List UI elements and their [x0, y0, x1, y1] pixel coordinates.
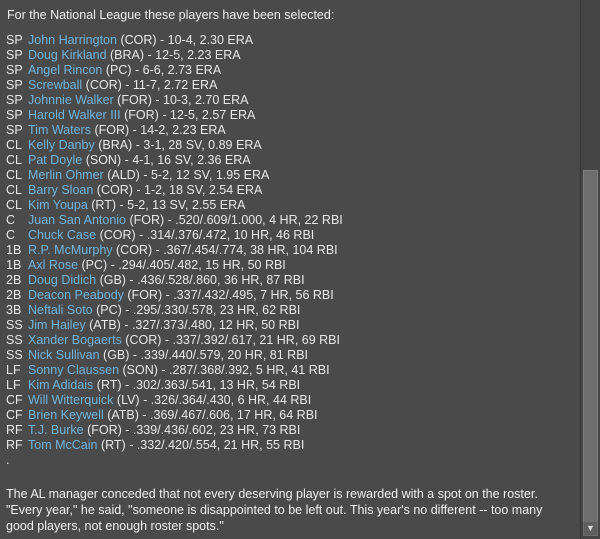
player-position: 1B [6, 258, 22, 272]
list-item [6, 273, 570, 288]
player-position: LF [6, 378, 21, 392]
list-item [6, 333, 570, 348]
list-item [6, 423, 570, 438]
player-position: CL [6, 168, 22, 182]
list-item [6, 108, 570, 123]
scrollbar-thumb[interactable] [583, 170, 598, 522]
player-name-link[interactable]: Merlin Ohmer [28, 168, 104, 182]
scroll-down-button[interactable] [583, 521, 598, 536]
player-stats: (RT) - 5-2, 13 SV, 2.55 ERA [91, 198, 246, 212]
player-stats: (GB) - .436/.528/.860, 36 HR, 87 RBI [99, 273, 305, 287]
player-position: SP [6, 48, 23, 62]
player-name-link[interactable]: Juan San Antonio [28, 213, 126, 227]
player-name-link[interactable]: Neftali Soto [28, 303, 93, 317]
player-position: CL [6, 198, 22, 212]
player-stats: (PC) - .294/.405/.482, 15 HR, 50 RBI [81, 258, 286, 272]
player-stats: (ATB) - .369/.467/.606, 17 HR, 64 RBI [107, 408, 318, 422]
player-stats: (ALD) - 5-2, 12 SV, 1.95 ERA [107, 168, 270, 182]
player-name-link[interactable]: John Harrington [28, 33, 117, 47]
player-position: C [6, 228, 16, 242]
player-position: CL [6, 183, 22, 197]
player-position: SS [6, 333, 23, 347]
player-stats: (FOR) - .520/.609/1.000, 4 HR, 22 RBI [129, 213, 343, 227]
list-item [6, 138, 570, 153]
player-name-link[interactable]: Xander Bogaerts [28, 333, 122, 347]
player-name-link[interactable]: R.P. McMurphy [28, 243, 113, 257]
trailing-dot: . [6, 453, 10, 467]
player-name-link[interactable]: Kim Adidais [28, 378, 94, 392]
list-item [6, 303, 570, 318]
roster-list [6, 33, 570, 468]
list-item [6, 63, 570, 78]
player-position: CF [6, 408, 23, 422]
player-name-link[interactable]: Doug Didich [28, 273, 97, 287]
player-position: CL [6, 153, 22, 167]
player-position: SP [6, 63, 23, 77]
vertical-scrollbar[interactable] [580, 0, 600, 539]
player-position: RF [6, 438, 23, 452]
player-position: 2B [6, 273, 22, 287]
player-position: SS [6, 348, 23, 362]
player-name-link[interactable]: Tim Waters [28, 123, 91, 137]
list-item [6, 93, 570, 108]
player-stats: (PC) - .295/.330/.578, 23 HR, 62 RBI [96, 303, 301, 317]
player-position: SP [6, 93, 23, 107]
list-item [6, 348, 570, 363]
player-name-link[interactable]: Harold Walker III [28, 108, 121, 122]
player-stats: (BRA) - 12-5, 2.23 ERA [110, 48, 241, 62]
player-position: LF [6, 363, 21, 377]
player-position: SP [6, 33, 23, 47]
player-position: SP [6, 78, 23, 92]
list-item [6, 123, 570, 138]
player-name-link[interactable]: Sonny Claussen [28, 363, 120, 377]
player-stats: (COR) - 1-2, 18 SV, 2.54 ERA [96, 183, 263, 197]
player-name-link[interactable]: Jim Hailey [28, 318, 86, 332]
list-item [6, 363, 570, 378]
player-name-link[interactable]: Pat Doyle [28, 153, 83, 167]
player-name-link[interactable]: Johnnie Walker [28, 93, 114, 107]
player-stats: (ATB) - .327/.373/.480, 12 HR, 50 RBI [89, 318, 300, 332]
intro-paragraph: For the National League these players have been selected: [7, 8, 335, 22]
list-item [6, 153, 570, 168]
outro-paragraph: The AL manager conceded that not every deserving player is rewarded with a spot on the roster. "Every year," he said, "someone is disappointed to be left out. This year's no different -- too many good players, not enough roster spots." [6, 487, 543, 533]
player-name-link[interactable]: Kim Youpa [28, 198, 88, 212]
list-item [6, 438, 570, 453]
chevron-down-icon: ▼ [586, 523, 595, 533]
player-stats: (FOR) - 14-2, 2.23 ERA [94, 123, 226, 137]
player-name-link[interactable]: Chuck Case [28, 228, 97, 242]
list-item [6, 318, 570, 333]
player-name-link[interactable]: Doug Kirkland [28, 48, 107, 62]
player-name-link[interactable]: Screwball [28, 78, 83, 92]
player-name-link[interactable]: Barry Sloan [28, 183, 94, 197]
player-stats: (COR) - 10-4, 2.30 ERA [120, 33, 254, 47]
list-item [6, 33, 570, 48]
player-stats: (SON) - .287/.368/.392, 5 HR, 41 RBI [122, 363, 330, 377]
list-item [6, 168, 570, 183]
player-stats: (COR) - .367/.454/.774, 38 HR, 104 RBI [116, 243, 338, 257]
player-name-link[interactable]: Will Witterquick [28, 393, 114, 407]
list-item [6, 78, 570, 93]
list-item [6, 198, 570, 213]
list-item [6, 408, 570, 423]
player-stats: (COR) - 11-7, 2.72 ERA [85, 78, 218, 92]
player-stats: (FOR) - .337/.432/.495, 7 HR, 56 RBI [127, 288, 334, 302]
list-item [6, 48, 570, 63]
player-name-link[interactable]: Tom McCain [28, 438, 98, 452]
player-position: 2B [6, 288, 22, 302]
player-name-link[interactable]: Deacon Peabody [28, 288, 124, 302]
player-stats: (FOR) - .339/.436/.602, 23 HR, 73 RBI [87, 423, 301, 437]
list-item [6, 378, 570, 393]
player-position: SS [6, 318, 23, 332]
list-item [6, 183, 570, 198]
player-stats: (FOR) - 10-3, 2.70 ERA [117, 93, 249, 107]
player-position: C [6, 213, 16, 227]
player-stats: (COR) - .314/.376/.472, 10 HR, 46 RBI [99, 228, 315, 242]
player-stats: (RT) - .302/.363/.541, 13 HR, 54 RBI [96, 378, 301, 392]
list-item [6, 213, 570, 228]
player-name-link[interactable]: Angel Rincon [28, 63, 103, 77]
player-position: 3B [6, 303, 22, 317]
list-item [6, 288, 570, 303]
player-stats: (GB) - .339/.440/.579, 20 HR, 81 RBI [103, 348, 309, 362]
player-stats: (LV) - .326/.364/.430, 6 HR, 44 RBI [116, 393, 312, 407]
player-stats: (COR) - .337/.392/.617, 21 HR, 69 RBI [125, 333, 340, 347]
player-position: 1B [6, 243, 22, 257]
player-position: CL [6, 138, 22, 152]
player-stats: (FOR) - 12-5, 2.57 ERA [124, 108, 256, 122]
player-name-link[interactable]: Nick Sullivan [28, 348, 100, 362]
player-stats: (RT) - .332/.420/.554, 21 HR, 55 RBI [100, 438, 305, 452]
list-item [6, 228, 570, 243]
player-stats: (SON) - 4-1, 16 SV, 2.36 ERA [85, 153, 251, 167]
list-item [6, 243, 570, 258]
player-position: SP [6, 108, 23, 122]
player-name-link[interactable]: T.J. Burke [28, 423, 84, 437]
list-item [6, 393, 570, 408]
player-name-link[interactable]: Brien Keywell [28, 408, 104, 422]
player-position: CF [6, 393, 23, 407]
player-name-link[interactable]: Axl Rose [28, 258, 79, 272]
list-item [6, 258, 570, 273]
player-position: SP [6, 123, 23, 137]
player-name-link[interactable]: Kelly Danby [28, 138, 95, 152]
player-stats: (PC) - 6-6, 2.73 ERA [105, 63, 222, 77]
player-position: RF [6, 423, 23, 437]
player-stats: (BRA) - 3-1, 28 SV, 0.89 ERA [98, 138, 262, 152]
